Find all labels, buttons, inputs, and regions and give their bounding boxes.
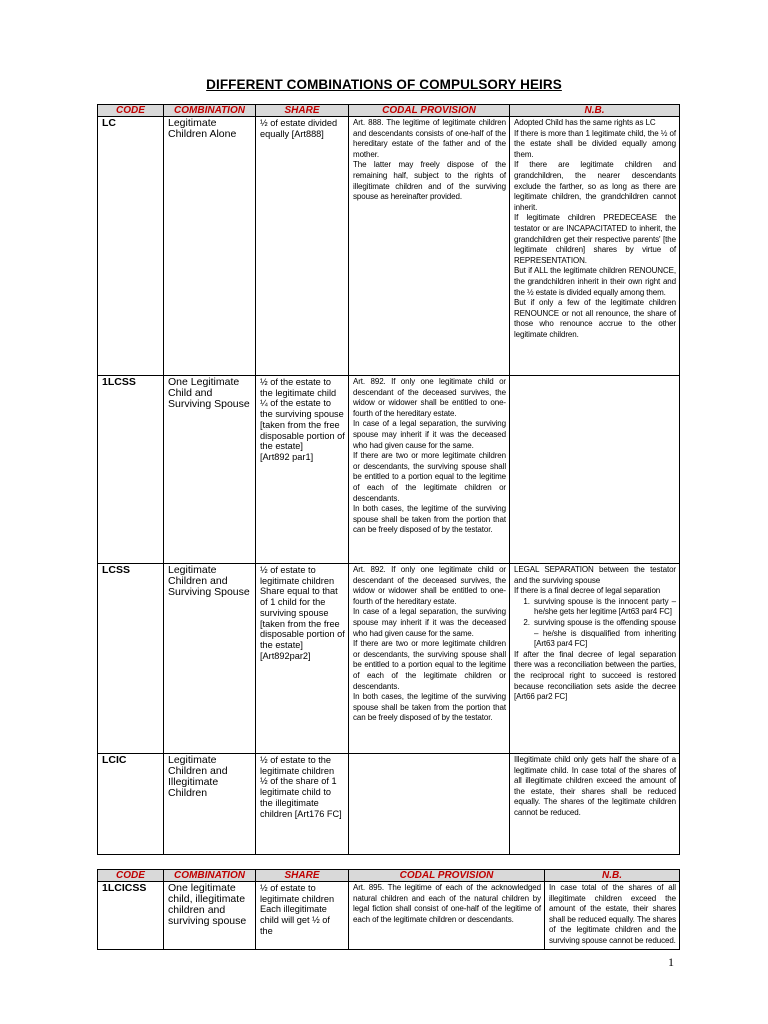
- codal-paragraph: The latter may freely dispose of the remaining half, subject to the rights of illegitimate children and of the surviving spouse as hereinafter provided.: [353, 160, 506, 202]
- share-line: ½ of estate to legitimate children: [260, 883, 335, 904]
- codal-provision-cell: [349, 754, 510, 855]
- combination-cell: One Legitimate Child and Surviving Spouse: [164, 376, 256, 564]
- header-combination: COMBINATION: [164, 105, 256, 117]
- nb-paragraph: In case total of the shares of all illegitimate children exceed the amount of the estate, their shares shall be reduced equally. The shares of the legitimate children and the surviving spouse cannot be reduced.: [549, 883, 676, 945]
- code-cell: LC: [98, 117, 164, 376]
- codal-paragraph: Art. 892. If only one legitimate child or descendant of the deceased survives, the widow or widower shall be entitled to one-fourth of the hereditary estate.: [353, 377, 506, 418]
- nb-paragraph: If there are legitimate children and grandchildren, the nearer descendants exclude the farther, so as long as there are legitimate children, the grandchildren cannot inherit.: [514, 160, 676, 212]
- codal-paragraph: In both cases, the legitime of the surviving spouse shall be taken from the portion that can be freely disposed of by the testator.: [353, 692, 506, 723]
- share-cell: [256, 754, 349, 855]
- nb-paragraph: If legitimate children PREDECEASE the testator or are INCAPACITATED to inherit, the grandchildren get their respective parents' [the legitimate children] shares by virtue of REPRESENTATION.: [514, 213, 676, 265]
- share-line: Share equal to that of 1 child for the surviving spouse [taken from the free disposable portion of the estate]: [260, 586, 345, 650]
- header-code: CODE: [98, 105, 164, 117]
- codal-paragraph: Art. 888. The legitime of legitimate children and descendants consists of one-half of the hereditary estate of the father and of the mother.: [353, 118, 506, 159]
- combination-cell: Legitimate Children and Illegitimate Children: [164, 754, 256, 855]
- code-cell: 1LCICSS: [98, 882, 164, 950]
- codal-paragraph: In case of a legal separation, the surviving spouse may inherit if it was the deceased who had given cause for the same.: [353, 419, 506, 450]
- page-title: DIFFERENT COMBINATIONS OF COMPULSORY HEIRS: [206, 77, 562, 92]
- codal-provision-cell: [349, 117, 510, 376]
- codal-provision-cell: [349, 376, 510, 564]
- nb-paragraph: LEGAL SEPARATION between the testator and the surviving spouse: [514, 565, 676, 585]
- codal-paragraph: Art. 895. The legitime of each of the acknowledged natural children and each of the natural children by legal fiction shall consist of one-half of the legitime of each of the legitimate children or descendants.: [353, 883, 541, 924]
- page-number: 1: [668, 955, 674, 969]
- share-line: ½ of estate to legitimate children: [260, 565, 335, 586]
- header-share: SHARE: [256, 105, 349, 117]
- code-cell: 1LCSS: [98, 376, 164, 564]
- nb-paragraph: But if only a few of the legitimate children RENOUNCE or not all renounce, the share of those who renounce accrue to the other legitimate children.: [514, 298, 676, 339]
- codal-provision-cell: [349, 882, 545, 950]
- codal-paragraph: In both cases, the legitime of the surviving spouse shall be taken from the portion that can be freely disposed of by the testator.: [353, 504, 506, 535]
- nb-cell: [510, 117, 680, 376]
- header-nb: N.B.: [510, 105, 680, 117]
- nb-cell: [510, 376, 680, 564]
- header-codal-provision: CODAL PROVISION: [349, 105, 510, 117]
- combination-cell: One legitimate child, illegitimate children and surviving spouse: [164, 882, 256, 950]
- nb-paragraph: But if ALL the legitimate children RENOUNCE, the grandchildren inherit in their own right and the ½ estate is divided equally among them.: [514, 266, 676, 297]
- nb-paragraph: If after the final decree of legal separation there was a reconciliation between the parties, the reciprocal right to succeed is restored because reconciliation sets aside the decree [Art66 par2 FC]: [514, 649, 676, 702]
- list-item: 2. surviving spouse is the offending spouse – he/she is disqualified from inheriting [Art63 par4 FC]: [532, 618, 676, 650]
- codal-paragraph: Art. 892. If only one legitimate child or descendant of the deceased survives, the widow or widower shall be entitled to one-fourth of the hereditary estate.: [353, 565, 506, 606]
- share-line: ¼ of the estate to the surviving spouse [taken from the free disposable portion of the estate]: [260, 398, 345, 452]
- share-cell: [256, 376, 349, 564]
- nb-paragraph: If there is more than 1 legitimate child, the ½ of the estate shall be divided equally among them.: [514, 128, 676, 159]
- nb-cell: [510, 754, 680, 855]
- nb-cell: [510, 564, 680, 754]
- share-line: [Art892par2]: [260, 650, 311, 661]
- codal-paragraph: In case of a legal separation, the surviving spouse may inherit if it was the deceased who had given cause for the same.: [353, 607, 506, 638]
- share-line: Each illegitimate child will get ½ of the: [260, 904, 330, 936]
- codal-paragraph: If there are two or more legitimate children or descendants, the surviving spouse shall be entitled to a portion equal to the legitime of each of the legitimate children or descendants.: [353, 451, 506, 503]
- code-cell: LCIC: [98, 754, 164, 855]
- combination-cell: Legitimate Children Alone: [164, 117, 256, 376]
- table-row: [98, 117, 680, 376]
- nb-cell: [545, 882, 680, 950]
- table-header-row: [98, 105, 680, 117]
- nb-paragraph: If there is a final decree of legal separation: [514, 586, 661, 596]
- share-line: [Art892 par1]: [260, 451, 314, 462]
- share-line: ½ of estate to the legitimate children: [260, 755, 335, 776]
- share-line: ½ of estate divided equally [Art888]: [260, 118, 338, 139]
- nb-numbered-list: [514, 597, 676, 650]
- table-row: [98, 882, 680, 950]
- nb-paragraph: Illegitimate child only gets half the share of a legitimate child. In case total of the shares of all illegitimate children exceed the amount of the estate, their shares shall be reduced equally. The shares of the legitimate children cannot be reduced.: [514, 755, 676, 817]
- nb-paragraph: Adopted Child has the same rights as LC: [514, 118, 656, 127]
- header-codal-provision: CODAL PROVISION: [349, 870, 545, 882]
- table-row: [98, 754, 680, 855]
- codal-paragraph: If there are two or more legitimate children or descendants, the surviving spouse shall be entitled to a portion equal to the legitime of each of the legitimate children or descendants.: [353, 639, 506, 691]
- share-cell: [256, 882, 349, 950]
- heirs-table-2: [97, 869, 680, 950]
- table-row: [98, 376, 680, 564]
- header-combination: COMBINATION: [164, 870, 256, 882]
- share-line: ½ of the estate to the legitimate child: [260, 377, 337, 398]
- header-code: CODE: [98, 870, 164, 882]
- combination-cell: Legitimate Children and Surviving Spouse: [164, 564, 256, 754]
- code-cell: LCSS: [98, 564, 164, 754]
- codal-provision-cell: [349, 564, 510, 754]
- heirs-table-1: [97, 104, 680, 855]
- share-line: ½ of the share of 1 legitimate child to the illegitimate children [Art176 FC]: [260, 776, 342, 819]
- table-header-row: [98, 870, 680, 882]
- header-nb: N.B.: [545, 870, 680, 882]
- share-cell: [256, 117, 349, 376]
- share-cell: [256, 564, 349, 754]
- header-share: SHARE: [256, 870, 349, 882]
- table-row: [98, 564, 680, 754]
- list-item: 1. surviving spouse is the innocent party – he/she gets her legitime [Art63 par4 FC]: [532, 597, 676, 618]
